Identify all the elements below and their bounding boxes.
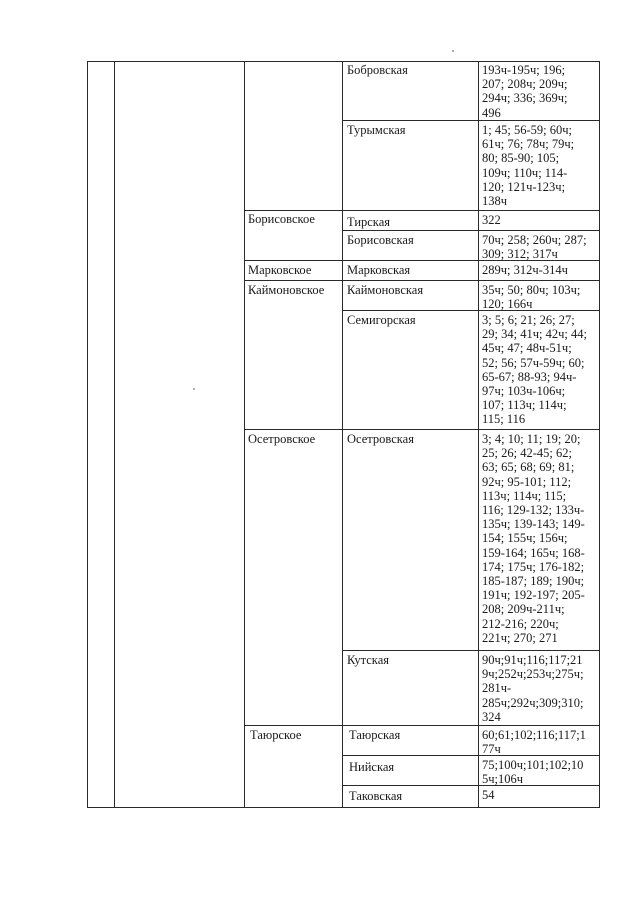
plots-cell: 289ч; 312ч-314ч (482, 263, 568, 277)
row-separator (244, 210, 600, 211)
table-border-right (599, 61, 600, 808)
district-cell: Осетровское (248, 432, 316, 446)
district-cell: Борисовское (248, 212, 315, 226)
plots-cell: 90ч;91ч;116;117;21 9ч;252ч;253ч;275ч; 281ч- 285ч;292ч;309;310; 324 (482, 653, 584, 724)
row-separator (342, 650, 600, 651)
row-separator (342, 120, 600, 121)
row-separator (342, 230, 600, 231)
row-separator (244, 725, 600, 726)
plots-cell: 75;100ч;101;102;10 5ч;106ч (482, 758, 584, 787)
row-separator (244, 280, 600, 281)
row-separator (244, 429, 600, 430)
plots-cell: 3; 4; 10; 11; 19; 20; 25; 26; 42-45; 62; 63; 65; 68; 69; 81; 92ч; 95-101; 112; 113ч; 114ч; 115; 116; 129-132; 133ч- 135ч; 139-143; 149- 154; 155ч; 156ч; 159-164; 165ч; 168- 174; 175ч; 176-182; 185-187; 189; 190ч; 191ч; 192-197; 205- 208; 209ч-211ч; 212-216; 220ч; 221ч; 270; 271 (482, 432, 585, 645)
table-divider-col2 (244, 61, 245, 808)
plots-cell: 1; 45; 56-59; 60ч; 61ч; 76; 78ч; 79ч; 80; 85-90; 105; 109ч; 110ч; 114- 120; 121ч-123ч; 138ч (482, 123, 575, 209)
council-cell: Каймоновская (347, 283, 424, 297)
scan-speck (452, 50, 454, 52)
council-cell: Тирская (347, 215, 390, 229)
scan-speck (193, 388, 195, 390)
table-border-top (87, 61, 600, 62)
council-cell: Осетровская (347, 432, 414, 446)
council-cell: Нийская (349, 760, 395, 774)
council-cell: Бобровская (347, 63, 408, 77)
plots-cell: 54 (482, 788, 495, 802)
table-divider-col3 (342, 61, 343, 808)
plots-cell: 193ч-195ч; 196; 207; 208ч; 209ч; 294ч; 336; 369ч; 496 (482, 63, 568, 120)
council-cell: Борисовская (347, 233, 414, 247)
council-cell: Семигорская (347, 313, 416, 327)
council-cell: Марковская (347, 263, 411, 277)
table-divider-col1 (114, 61, 115, 808)
plots-cell: 60;61;102;116;117;1 77ч (482, 728, 586, 757)
plots-cell: 322 (482, 213, 501, 227)
table-divider-col4 (478, 61, 479, 808)
district-cell: Каймоновское (248, 283, 325, 297)
council-cell: Таковская (349, 789, 403, 803)
plots-cell: 70ч; 258; 260ч; 287; 309; 312; 317ч (482, 233, 587, 262)
table-border-left (87, 61, 88, 808)
plots-cell: 35ч; 50; 80ч; 103ч; 120; 166ч (482, 283, 581, 312)
district-cell: Марковское (248, 263, 312, 277)
council-cell: Таюрская (349, 728, 401, 742)
district-cell: Таюрское (250, 728, 302, 742)
table-border-bottom (87, 807, 600, 808)
council-cell: Кутская (347, 653, 389, 667)
plots-cell: 3; 5; 6; 21; 26; 27; 29; 34; 41ч; 42ч; 44; 45ч; 47; 48ч-51ч; 52; 56; 57ч-59ч; 60; 65-67; 88-93; 94ч- 97ч; 103ч-106ч; 107; 113ч; 114ч; 115; 116 (482, 313, 587, 427)
council-cell: Турымская (347, 123, 406, 137)
